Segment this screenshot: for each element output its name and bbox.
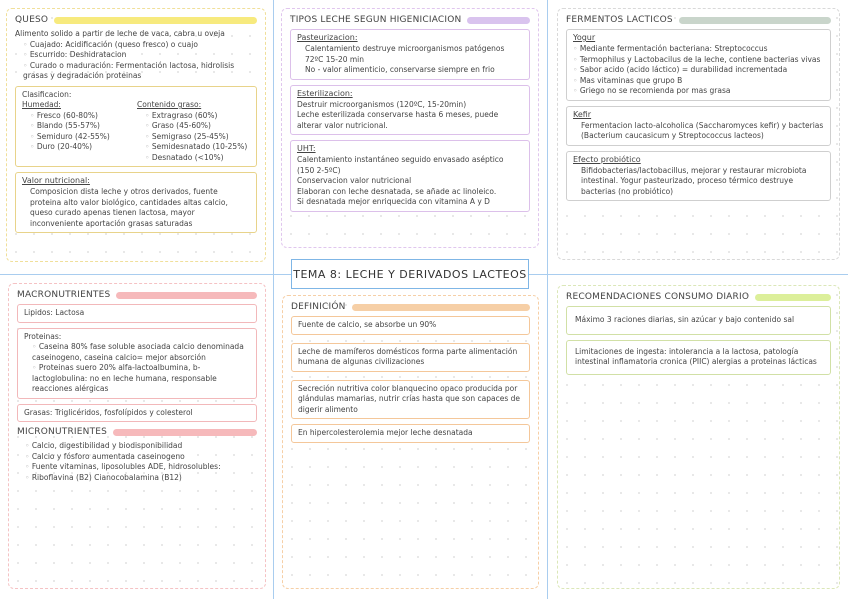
- micro-title-bar: [113, 429, 257, 436]
- prot-title: Proteinas:: [24, 331, 62, 341]
- tipos-title-bar: [467, 17, 530, 24]
- lipidos-box: [17, 304, 257, 323]
- prot-list: ◦ Caseina 80% fase soluble asociada calcio denominada caseinogeno, caseina calcio= mejor absorción ◦ Proteinas suero 20% alfa-lactoalbumina, b-lactoglobulina: no en leche humana, responsable reacciones alérgicas: [24, 342, 250, 395]
- clasificacion-box: [15, 86, 257, 168]
- humedad-list: ◦ Fresco (60-80%) ◦ Blando (55-57%) ◦ Semiduro (42-55%) ◦ Duro (20-40%): [22, 111, 127, 153]
- grasas-text: Grasas: Triglicéridos, fosfolípidos y colesterol: [24, 407, 193, 417]
- probio-text: Bifidobacterias/lactobacillus, mejorar y restaurar microbiota intestinal. Yogur pasteurizado, proceso térmico destruye bacterias (no probiótico): [581, 165, 807, 196]
- definicion-title-bar: [352, 304, 530, 311]
- recom-title-bar: [755, 294, 831, 301]
- yogur-item: ◦ Mas vitaminas que grupo B: [573, 76, 824, 87]
- past-line: Calentamiento destruye microorganismos patógenos 72ºC 15-20 min: [305, 44, 505, 64]
- valor-title: Valor nutricional:: [22, 176, 90, 185]
- recom-item: Limitaciones de ingesta: intolerancia a la lactosa, patología intestinal inflamatoria cronica (PIIC) alergias a proteinas lácticas: [566, 340, 831, 375]
- yogur-item: ◦ Griego no se recomienda por mas grasa: [573, 86, 824, 97]
- kefir-text: Fermentacion lacto-alcoholica (Saccharomyces kefir) y bacterias (Bacterium caucasicum y Streptococcus lacteos): [581, 120, 824, 140]
- kefir-title: Kefir: [573, 109, 592, 119]
- queso-intro: Alimento solido a partir de leche de vaca, cabra u oveja: [15, 29, 225, 38]
- macro-panel: [8, 283, 266, 589]
- yogur-item: ◦ Sabor acido (acido láctico) = durabilidad incrementada: [573, 65, 824, 76]
- past-line: No - valor alimenticio, conservarse siempre en frio: [305, 65, 495, 74]
- micro-list: ◦ Calcio, digestibilidad y biodisponibilidad ◦ Calcio y fósforo aumentada caseinogeno ◦ Fuente vitaminas, liposolubles ADE, hidrosolubles: ◦ Riboflavina (B2) Cianocobalamina (B12): [17, 441, 257, 483]
- queso-title: QUESO: [15, 15, 49, 25]
- grasas-box: [17, 404, 257, 423]
- est-line: Leche esterilizada conservarse hasta 6 meses, puede alterar valor nutricional.: [297, 110, 499, 130]
- divider-left: [273, 0, 274, 599]
- micro-title: MICRONUTRIENTES: [17, 427, 108, 437]
- center-title: TEMA 8: LECHE Y DERIVADOS LACTEOS: [291, 259, 529, 289]
- valor-text: Composicion dista leche y otros derivados, fuente proteina alto valor biológico, cantidades altas calcio, queso curado apenas tienen lactosa, mayor inconveniente aportación grasas saturadas: [30, 187, 228, 228]
- uht-title: UHT:: [297, 144, 316, 153]
- kefir-box: [566, 106, 831, 146]
- yogur-item: ◦ Termophilus y Lactobacilus de la leche, contiene bacterias vivas: [573, 55, 824, 66]
- clasificacion-title: Clasificacion:: [22, 89, 72, 99]
- tipos-title: TIPOS LECHE SEGUN HIGENICIACION: [290, 15, 462, 25]
- def-item: Secreción nutritiva color blanquecino opaco producida por glándulas mamarias, nutrir crías hasta que son capaces de digerir alimento: [291, 380, 530, 420]
- yogur-box: [566, 29, 831, 101]
- probio-title: Efecto probiótico: [573, 154, 641, 164]
- def-item: Fuente de calcio, se absorbe un 90%: [291, 316, 530, 335]
- humedad-title: Humedad:: [22, 100, 61, 109]
- definicion-title: DEFINICIÓN: [291, 302, 346, 312]
- fermentos-title-bar: [679, 17, 831, 24]
- recom-item: Máximo 3 raciones diarias, sin azúcar y bajo contenido sal: [566, 306, 831, 335]
- uht-line: Calentamiento instantáneo seguido envasado aséptico (150 2-5ºC): [297, 155, 504, 175]
- est-title: Esterilizacion:: [297, 88, 353, 98]
- past-title: Pasteurizacion:: [297, 33, 358, 42]
- queso-panel: [6, 8, 266, 262]
- queso-title-bar: [54, 17, 257, 24]
- divider-right: [547, 0, 548, 599]
- def-item: En hipercolesterolemia mejor leche desnatada: [291, 424, 530, 443]
- fermentos-title: FERMENTOS LACTICOS: [566, 15, 673, 25]
- macro-title: MACRONUTRIENTES: [17, 290, 111, 300]
- lipidos-text: Lipidos: Lactosa: [24, 308, 85, 317]
- graso-list: ◦ Extragraso (60%) ◦ Graso (45-60%) ◦ Semigraso (25-45%) ◦ Semidesnatado (10-25%) ◦ Desnatado (<10%): [137, 111, 247, 164]
- yogur-item: ◦ Mediante fermentación bacteriana: Streptococcus: [573, 44, 824, 55]
- est-line: Destruir microorganismos (120ºC, 15-20min): [297, 99, 467, 109]
- proteinas-box: [17, 328, 257, 399]
- uht-line: Elaboran con leche desnatada, se añade ac linoleico.: [297, 186, 497, 196]
- fermentos-panel: [557, 8, 840, 260]
- def-item: Leche de mamíferos domésticos forma parte alimentación humana de algunas civilizaciones: [291, 343, 530, 372]
- macro-title-bar: [116, 292, 257, 299]
- tipos-panel: [281, 8, 539, 248]
- recom-panel: [557, 285, 840, 589]
- uht-line: Conservacion valor nutricional: [297, 176, 412, 185]
- uht-box: [290, 140, 530, 212]
- recom-title: RECOMENDACIONES CONSUMO DIARIO: [566, 292, 750, 302]
- definicion-panel: [282, 295, 539, 589]
- valor-nutricional-box: [15, 172, 257, 233]
- pasteurizacion-box: [290, 29, 530, 80]
- yogur-title: Yogur: [573, 33, 596, 42]
- esterilizacion-box: [290, 85, 530, 136]
- probiotico-box: [566, 151, 831, 202]
- uht-line: Si desnatada mejor enriquecida con vitamina A y D: [297, 197, 490, 206]
- queso-step: ◦ Cuajado: Acidificación (queso fresco) o cuajo ◦ Escurrido: Deshidratacion ◦ Curado o maduración: Fermentación lactosa, hidrolisis grasas y degradación proteinas: [15, 40, 257, 82]
- graso-title: Contenido graso:: [137, 100, 202, 109]
